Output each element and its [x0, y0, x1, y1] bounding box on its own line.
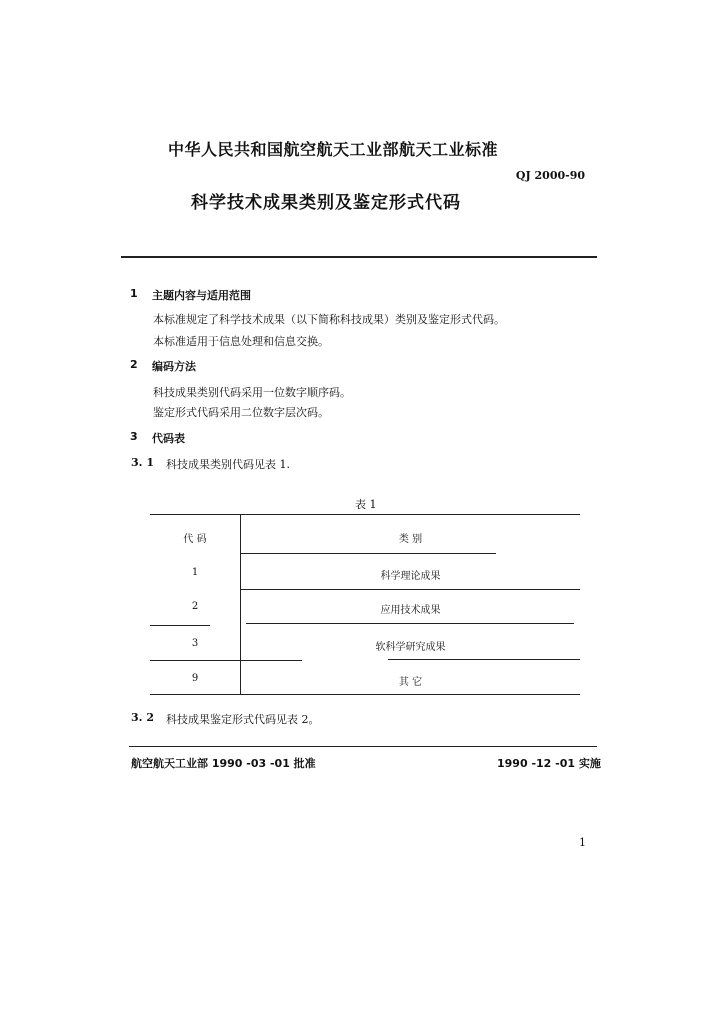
table-row-code: 3 — [191, 638, 199, 649]
subsection-3-1-text: 科技成果类别代码见表 1. — [166, 458, 290, 471]
subsection-3-2-text: 科技成果鉴定形式代码见表 2。 — [166, 713, 320, 726]
issuing-organization: 中华人民共和国航空航天工业部航天工业标准 — [168, 140, 499, 159]
table-row-rule — [150, 625, 210, 626]
table-row-code: 2 — [191, 601, 199, 612]
table-row-rule — [241, 589, 580, 590]
section-2-number: 2 — [130, 358, 138, 371]
table-row-category: 应用技术成果 — [380, 605, 441, 616]
table-row-rule — [246, 623, 574, 624]
section-2-paragraph: 科技成果类别代码采用一位数字顺序码。 — [153, 386, 351, 399]
subsection-3-1-number: 3. 1 — [131, 456, 154, 469]
section-2-paragraph: 鉴定形式代码采用二位数字层次码。 — [153, 406, 329, 419]
table-row-code: 9 — [191, 673, 199, 684]
table-row-category: 科学理论成果 — [380, 571, 441, 582]
section-3-heading: 代码表 — [152, 432, 185, 445]
page-number: 1 — [579, 836, 586, 849]
table-row-category: 软科学研究成果 — [375, 642, 446, 653]
table-top-rule — [150, 514, 580, 515]
table-row-code: 1 — [191, 567, 199, 578]
implementation-date: 1990 -12 -01 实施 — [497, 757, 601, 770]
table-header-category: 类 别 — [398, 534, 423, 545]
header-rule — [121, 256, 597, 258]
section-1-number: 1 — [130, 287, 138, 300]
table-1-title: 表 1 — [355, 498, 377, 511]
document-title: 科学技术成果类别及鉴定形式代码 — [191, 193, 461, 213]
table-row-rule — [150, 660, 302, 661]
table-bottom-rule — [150, 694, 580, 695]
approval-date: 航空航天工业部 1990 -03 -01 批准 — [131, 757, 316, 770]
subsection-3-2-number: 3. 2 — [131, 711, 154, 724]
section-3-number: 3 — [130, 430, 138, 443]
section-1-heading: 主题内容与适用范围 — [152, 289, 251, 302]
section-1-paragraph: 本标准适用于信息处理和信息交换。 — [153, 335, 329, 348]
footer-rule — [129, 746, 597, 747]
standard-code: QJ 2000-90 — [515, 169, 585, 182]
table-row-rule — [388, 659, 580, 660]
table-row-category: 其 它 — [398, 677, 423, 688]
table-header-rule — [241, 553, 496, 554]
section-2-heading: 编码方法 — [152, 360, 196, 373]
table-header-code: 代 码 — [183, 534, 207, 545]
section-1-paragraph: 本标准规定了科学技术成果（以下简称科技成果）类别及鉴定形式代码。 — [153, 313, 505, 326]
